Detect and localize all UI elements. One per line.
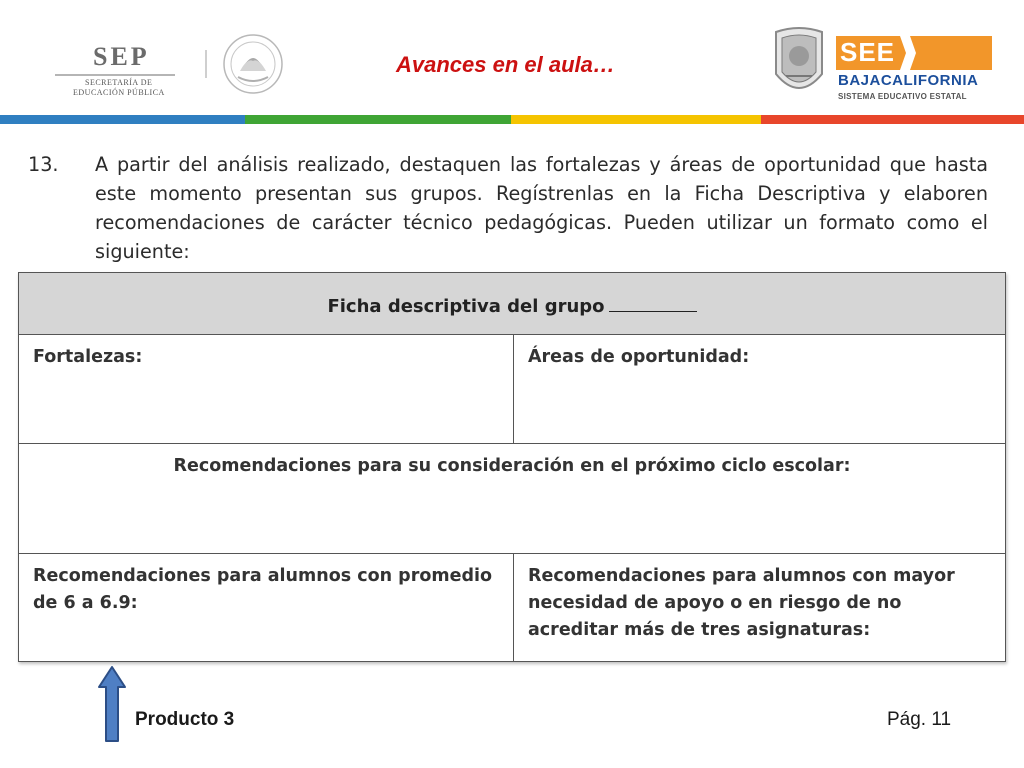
strip-red (761, 115, 1024, 124)
sep-logo-word: SEP (93, 42, 150, 71)
color-strip (0, 115, 1024, 124)
ficha-row-fortalezas (19, 334, 1005, 444)
sep-logo (55, 40, 190, 100)
strip-green (245, 115, 511, 124)
see-logo-subtitle: SISTEMA EDUCATIVO ESTATAL (838, 92, 967, 101)
header-bar (0, 0, 1024, 118)
riesgo-cell (514, 553, 1005, 661)
baja-california-wordmark (838, 72, 978, 89)
ficha-row-ciclo (19, 443, 1005, 554)
sep-logo-line1: SECRETARÍA DE (85, 78, 153, 87)
ficha-header (19, 273, 1005, 335)
strip-yellow (511, 115, 761, 124)
ficha-title (19, 293, 1005, 317)
ficha-title-text: Ficha descriptiva del grupo (327, 296, 605, 317)
instruction-text: A partir del análisis realizado, destaquen las fortalezas y áreas de oportunidad que hasta este momento presentan sus grupos. Regístrenlas en la Ficha Descriptiva y elaboren recomendaciones de carácter técnico pedagógicas. Pueden utilizar un formato como el siguiente: (95, 153, 988, 263)
page-number: Pág. 11 (887, 709, 952, 730)
see-baja-california-logo (836, 36, 994, 104)
promedio-cell (19, 553, 514, 661)
fortalezas-label: Fortalezas: (33, 347, 143, 367)
bc-rest: CALIFORNIA (880, 72, 979, 89)
strip-blue (0, 115, 245, 124)
see-logo-box (836, 36, 992, 70)
page-title: Avances en el aula… (396, 52, 615, 77)
see-logo-word: SEE (840, 37, 896, 67)
fortalezas-cell (19, 334, 514, 443)
mexico-seal-icon (218, 33, 288, 95)
recomendaciones-promedio-label: Recomendaciones para alumnos con promedio de 6 a 6.9: (33, 566, 493, 613)
ficha-row-alumnos (19, 553, 1005, 661)
instruction-paragraph (28, 150, 988, 266)
ficha-descriptiva-table (18, 272, 1006, 662)
see-slash-icon (894, 36, 916, 70)
recomendaciones-ciclo-label: Recomendaciones para su consideración en el próximo ciclo escolar: (173, 456, 851, 476)
areas-label: Áreas de oportunidad: (528, 347, 750, 367)
header-divider (205, 50, 207, 78)
sep-logo-rule (55, 74, 175, 76)
sep-logo-line2: EDUCACIÓN PÚBLICA (73, 88, 165, 97)
baja-california-seal-icon (772, 26, 826, 102)
grupo-blank-line (609, 293, 697, 312)
instruction-number: 13. (28, 153, 59, 176)
recomendaciones-riesgo-label: Recomendaciones para alumnos con mayor necesidad de apoyo o en riesgo de no acreditar más de tres asignaturas: (528, 566, 955, 640)
up-arrow-icon[interactable] (97, 665, 127, 743)
producto-label: Producto 3 (135, 709, 235, 730)
areas-cell (514, 334, 1005, 443)
bc-bold: BAJA (838, 72, 881, 89)
